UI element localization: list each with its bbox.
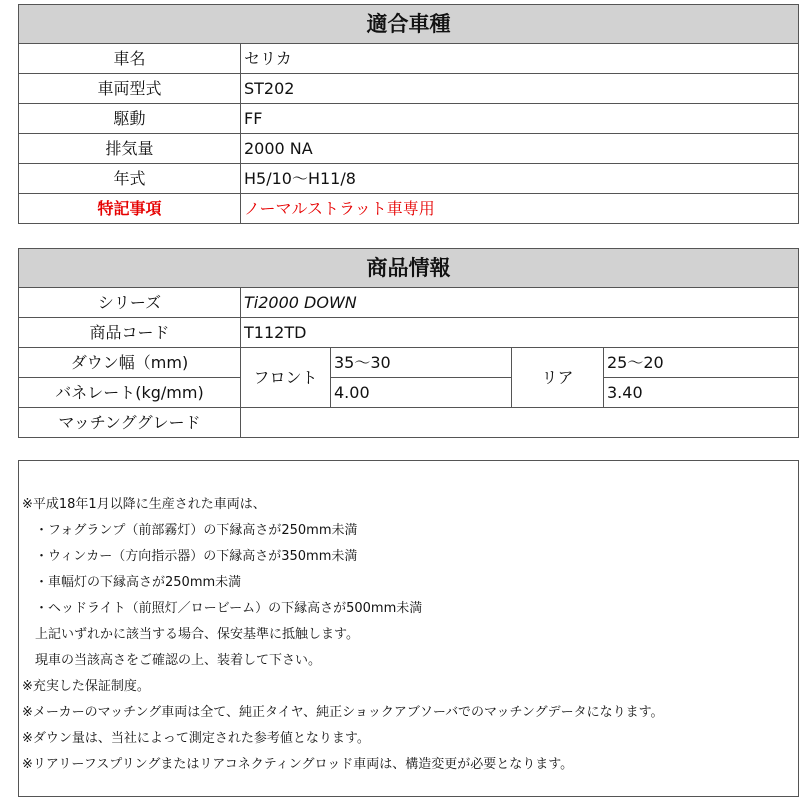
note-line: ・ヘッドライト（前照灯／ロービーム）の下縁高さが500mm未満 [22,601,423,616]
product-title: 商品情報 [19,249,799,288]
note-line: ・車幅灯の下縁高さが250mm未満 [22,575,242,590]
table-row [19,288,799,318]
drive-label: 駆動 [19,104,241,134]
displacement-label: 排気量 [19,134,241,164]
matching-grade-value [241,408,799,438]
product-table [18,248,799,438]
note-line: ※平成18年1月以降に生産された車両は、 [22,497,266,512]
table-row [19,318,799,348]
note-line: ※ダウン量は、当社によって測定された参考値となります。 [22,731,370,746]
product-code-label: 商品コード [19,318,241,348]
down-width-label: ダウン幅（mm) [19,348,241,378]
table-row [19,194,799,224]
front-down-value: 35〜30 [331,348,512,378]
year-label: 年式 [19,164,241,194]
special-notes-label: 特記事項 [19,194,241,224]
table-row [19,104,799,134]
year-value: H5/10〜H11/8 [241,164,799,194]
fitment-table [18,4,799,224]
note-line: ・ウィンカー（方向指示器）の下縁高さが350mm未満 [22,549,358,564]
spring-rate-label: バネレート(kg/mm) [19,378,241,408]
note-line: 上記いずれかに該当する場合、保安基準に抵触します。 [22,627,359,642]
special-notes-value: ノーマルストラット車専用 [241,194,799,224]
notes-box [18,460,799,797]
matching-grade-label: マッチンググレード [19,408,241,438]
model-code-label: 車両型式 [19,74,241,104]
series-label: シリーズ [19,288,241,318]
note-line: ※メーカーのマッチング車両は全て、純正タイヤ、純正ショックアブソーバでのマッチングデータになります。 [22,705,664,720]
rear-rate-value: 3.40 [604,378,799,408]
table-row [19,408,799,438]
rear-down-value: 25〜20 [604,348,799,378]
model-code-value: ST202 [241,74,799,104]
car-name-label: 車名 [19,44,241,74]
product-code-value: T112TD [241,318,799,348]
displacement-value: 2000 NA [241,134,799,164]
table-row [19,378,799,408]
series-value: Ti2000 DOWN [241,288,799,318]
car-name-value: セリカ [241,44,799,74]
rear-label: リア [512,348,604,408]
note-line: ※リアリーフスプリングまたはリアコネクティングロッド車両は、構造変更が必要となります。 [22,757,574,772]
front-rate-value: 4.00 [331,378,512,408]
drive-value: FF [241,104,799,134]
table-row [19,74,799,104]
table-row [19,44,799,74]
fitment-title: 適合車種 [19,5,799,44]
table-row [19,134,799,164]
front-label: フロント [241,348,331,408]
table-row [19,348,799,378]
table-row [19,164,799,194]
note-line: ・フォグランプ（前部霧灯）の下縁高さが250mm未満 [22,523,358,538]
note-line: 現車の当該高さをご確認の上、装着して下さい。 [22,653,322,668]
note-line: ※充実した保証制度。 [22,679,150,694]
